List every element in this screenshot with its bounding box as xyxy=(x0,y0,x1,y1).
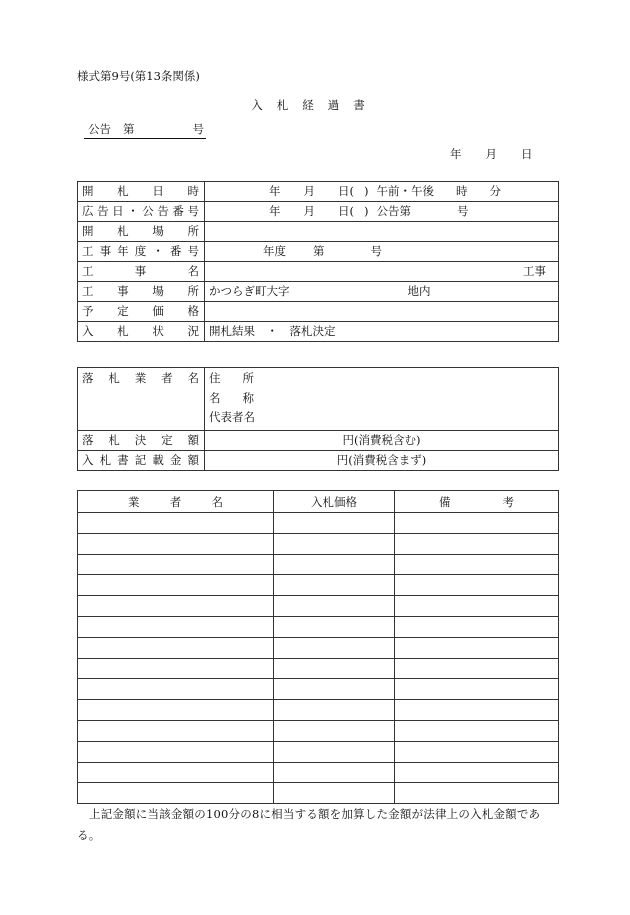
work-name-cell: 工事 xyxy=(205,262,559,282)
overview-table xyxy=(77,181,559,342)
header-remarks: 備 考 xyxy=(395,491,559,513)
work-year-number-cell: 年度 第 号 xyxy=(205,242,559,262)
bid-price-cell xyxy=(274,513,395,534)
bidder-cell xyxy=(78,637,274,658)
table-row xyxy=(78,368,559,431)
date-day: 日 xyxy=(521,147,533,161)
bid-price-cell xyxy=(274,741,395,762)
bid-price-cell xyxy=(274,762,395,783)
table-row xyxy=(78,554,559,575)
table-row xyxy=(78,741,559,762)
bidders-table xyxy=(77,490,559,804)
notice-number-line xyxy=(84,121,206,139)
date-month: 月 xyxy=(485,147,497,161)
bid-price-cell xyxy=(274,783,395,804)
label-cell: 入 札 状 況 xyxy=(78,322,205,342)
label-cell: 開 札 場 所 xyxy=(78,222,205,242)
table-row xyxy=(78,658,559,679)
remarks-cell xyxy=(395,679,559,700)
bid-price-cell xyxy=(274,554,395,575)
form-number: 様式第9号(第13条関係) xyxy=(77,69,200,83)
bid-price-cell xyxy=(274,596,395,617)
bidder-cell xyxy=(78,762,274,783)
opening-place-cell xyxy=(205,222,559,242)
remarks-cell xyxy=(395,554,559,575)
label-cell: 広 告 日 ・ 公 告 番 号 xyxy=(78,202,205,222)
bid-status-cell: 開札結果 ・ 落札決定 xyxy=(205,322,559,342)
table-row xyxy=(78,430,559,450)
notice-date-number-cell: 年 月 日( ) 公告第 号 xyxy=(205,202,559,222)
table-row xyxy=(78,302,559,322)
table-row xyxy=(78,222,559,242)
bidder-cell xyxy=(78,720,274,741)
table-row xyxy=(78,783,559,804)
bid-price-cell xyxy=(274,533,395,554)
table-row xyxy=(78,637,559,658)
table-row xyxy=(78,533,559,554)
bidder-cell xyxy=(78,658,274,679)
bid-price-cell xyxy=(274,679,395,700)
planned-price-cell xyxy=(205,302,559,322)
remarks-cell xyxy=(395,575,559,596)
remarks-cell xyxy=(395,720,559,741)
table-row xyxy=(78,513,559,534)
bidder-cell xyxy=(78,679,274,700)
remarks-cell xyxy=(395,741,559,762)
header-bidder: 業 者 名 xyxy=(78,491,274,513)
remarks-cell xyxy=(395,762,559,783)
winner-details-cell xyxy=(205,368,559,431)
table-header-row xyxy=(78,491,559,513)
label-cell: 予 定 価 格 xyxy=(78,302,205,322)
bidder-cell xyxy=(78,554,274,575)
table-row xyxy=(78,616,559,637)
winner-name-label: 名 称 xyxy=(209,390,254,405)
table-row xyxy=(78,679,559,700)
bid-price-cell xyxy=(274,575,395,596)
footnote: 上記金額に当該金額の100分の8に相当する額を加算した金額が法律上の入札金額である。 xyxy=(77,807,541,842)
label-cell: 開 札 日 時 xyxy=(78,182,205,202)
table-row xyxy=(78,762,559,783)
table-row xyxy=(78,202,559,222)
bidder-cell xyxy=(78,513,274,534)
table-row xyxy=(78,282,559,302)
remarks-cell xyxy=(395,533,559,554)
bid-price-cell xyxy=(274,700,395,721)
award-table xyxy=(77,367,559,471)
remarks-cell xyxy=(395,596,559,617)
header-bid-price: 入札価格 xyxy=(274,491,395,513)
winner-address-label: 住 所 xyxy=(209,371,254,385)
bid-price-cell xyxy=(274,616,395,637)
opening-datetime-cell: 年 月 日( ) 午前・午後 時 分 xyxy=(205,182,559,202)
notice-dai: 第 xyxy=(123,122,135,136)
bid-price-cell xyxy=(274,637,395,658)
label-cell: 工 事 年 度 ・ 番 号 xyxy=(78,242,205,262)
table-row xyxy=(78,322,559,342)
award-amount-cell: 円(消費税含む) xyxy=(205,430,559,450)
table-row xyxy=(78,575,559,596)
winner-representative-label: 代表者名 xyxy=(209,410,255,424)
label-cell: 落 札 決 定 額 xyxy=(78,430,205,450)
table-row xyxy=(78,262,559,282)
notice-prefix: 公告 xyxy=(88,122,111,136)
remarks-cell xyxy=(395,783,559,804)
work-place-cell: かつらぎ町大字 地内 xyxy=(205,282,559,302)
bid-price-cell xyxy=(274,720,395,741)
remarks-cell xyxy=(395,700,559,721)
bidder-cell xyxy=(78,575,274,596)
table-row xyxy=(78,700,559,721)
bidder-cell xyxy=(78,533,274,554)
label-cell: 工 事 名 xyxy=(78,262,205,282)
bidder-cell xyxy=(78,741,274,762)
date-line xyxy=(450,146,533,162)
bid-price-cell xyxy=(274,658,395,679)
table-row xyxy=(78,182,559,202)
label-cell: 入 札 書 記 載 金 額 xyxy=(78,450,205,470)
remarks-cell xyxy=(395,616,559,637)
bidder-cell xyxy=(78,596,274,617)
label-cell: 落 札 業 者 名 xyxy=(78,368,205,431)
bid-document-amount-cell: 円(消費税含まず) xyxy=(205,450,559,470)
notice-go: 号 xyxy=(192,122,204,136)
table-row xyxy=(78,720,559,741)
bidder-cell xyxy=(78,700,274,721)
document-title: 入札経過書 xyxy=(251,98,379,112)
remarks-cell xyxy=(395,658,559,679)
table-row xyxy=(78,242,559,262)
date-year: 年 xyxy=(450,147,462,161)
label-cell: 工 事 場 所 xyxy=(78,282,205,302)
remarks-cell xyxy=(395,637,559,658)
remarks-cell xyxy=(395,513,559,534)
table-row xyxy=(78,450,559,470)
bidder-cell xyxy=(78,616,274,637)
table-row xyxy=(78,596,559,617)
bidder-cell xyxy=(78,783,274,804)
